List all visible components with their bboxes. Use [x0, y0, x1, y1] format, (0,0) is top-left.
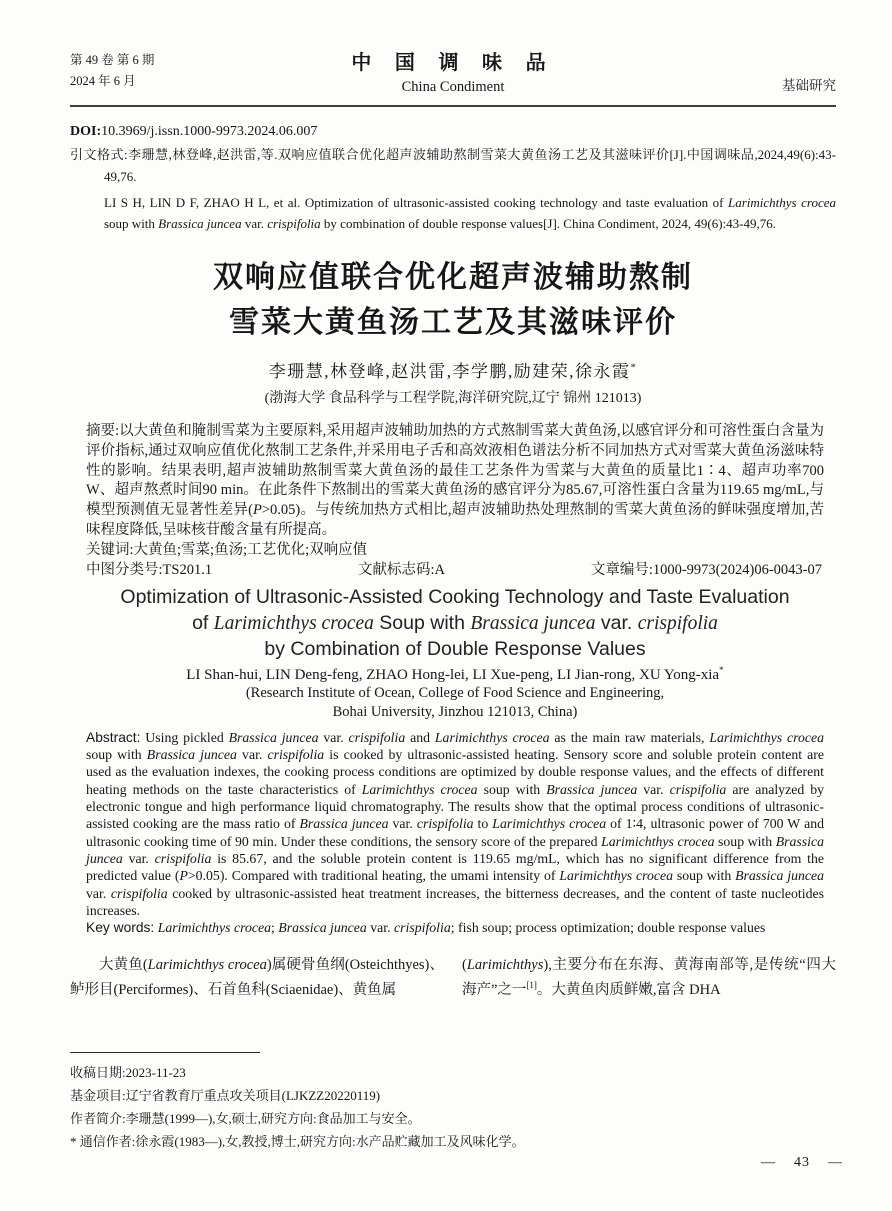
body-column-left: 大黄鱼(Larimichthys crocea)属硬骨鱼纲(Osteichthyes)、鲈形目(Perciformes)、石首鱼科(Sciaenidae)、黄鱼属 — [70, 957, 444, 998]
article-title-en-line2: of Larimichthys crocea Soup with Brassica juncea var. crispifolia — [192, 612, 718, 635]
header-rule — [70, 105, 836, 107]
authors-cn: 李珊慧,林登峰,赵洪雷,李学鹏,励建荣,徐永霞* — [268, 362, 638, 382]
footnote-author-bio: 作者简介:李珊慧(1999—),女,硕士,研究方向:食品加工与安全。 — [70, 1110, 421, 1126]
article-title-cn — [70, 255, 836, 345]
keywords-en-label: Key words: — [86, 920, 155, 936]
abstract-en — [86, 729, 824, 919]
doi-value: 10.3969/j.issn.1000-9973.2024.06.007 — [101, 124, 318, 139]
body-columns — [70, 953, 836, 1002]
footnote-corresponding-author: * 通信作者:徐永霞(1983—),女,教授,博士,研究方向:水产品贮藏加工及风味化学。 — [70, 1133, 525, 1149]
keywords-cn-label: 关键词: — [86, 541, 134, 558]
article-title-en-line1: Optimization of Ultrasonic-Assisted Cooking Technology and Taste Evaluation — [120, 586, 790, 609]
article-title-en — [86, 585, 824, 663]
page-number-left-dash: — — [761, 1155, 776, 1170]
doi-label: DOI: — [70, 124, 102, 139]
journal-header — [70, 46, 836, 96]
footnote-fund-project: 基金项目:辽宁省教育厅重点攻关项目(LJKZZ20220119) — [70, 1087, 381, 1103]
abstract-cn — [86, 422, 824, 540]
citation-cn — [70, 144, 836, 188]
affiliation-en — [86, 684, 824, 722]
citation-label: 引文格式: — [70, 147, 128, 162]
section-label: 基础研究 — [782, 78, 836, 93]
keywords-en-value: Larimichthys crocea; Brassica juncea var. crispifolia; fish soup; process optimization; double response values — [157, 920, 766, 936]
doi-line — [70, 124, 836, 140]
journal-title-en: China Condiment — [401, 79, 505, 95]
journal-title-cn: 中 国 调 味 品 — [351, 52, 555, 74]
keywords-cn-value: 大黄鱼;雪菜;鱼汤;工艺优化;双响应值 — [133, 541, 368, 558]
abstract-block — [86, 422, 824, 937]
footnote-block — [70, 1052, 836, 1154]
journal-title-block — [230, 46, 676, 96]
footnote-received-date: 收稿日期:2023-11-23 — [70, 1064, 186, 1080]
keywords-en — [86, 919, 824, 937]
abstract-cn-label: 摘要: — [86, 423, 120, 440]
authors-en: LI Shan-hui, LIN Deng-feng, ZHAO Hong-lei, LI Xue-peng, LI Jian-rong, XU Yong-xia* — [186, 666, 724, 684]
page-number-value: 43 — [794, 1155, 810, 1170]
affiliation-en-line2: Bohai University, Jinzhou 121013, China) — [332, 703, 578, 720]
volume-issue: 第 49 卷 第 6 期 — [70, 52, 155, 67]
footnote-divider — [70, 1052, 260, 1053]
document-code: 文献标志码:A — [357, 562, 445, 579]
clc-number: 中图分类号:TS201.1 — [86, 562, 213, 579]
article-title-cn-line1: 双响应值联合优化超声波辅助熬制 — [213, 261, 693, 295]
article-title-en-line3: by Combination of Double Response Values — [264, 638, 646, 661]
clc-line — [86, 560, 824, 580]
body-column-right: (Larimichthys),主要分布在东海、黄海南部等,是传统“四大海产”之一[1]。大黄鱼肉质鲜嫩,富含 DHA — [462, 957, 836, 998]
affiliation-cn: (渤海大学 食品科学与工程学院,海洋研究院,辽宁 锦州 121013) — [264, 391, 642, 407]
page-number-right-dash: — — [828, 1155, 843, 1170]
page-number — [752, 1155, 852, 1171]
issue-info — [70, 50, 230, 93]
keywords-cn — [86, 541, 824, 561]
issue-date: 2024 年 6 月 — [70, 74, 136, 88]
abstract-en-text: Using pickled Brassica juncea var. crispifolia and Larimichthys crocea as the main raw materials, Larimichthys crocea soup with Brassica juncea var. crispifolia is cooked by ultrasonic-assisted heating. Sensory score and soluble protein content are used as the evaluation indexes, the cooking process conditions are optimized by double response values, and the effects of different heating methods on the taste characteristics of Larimichthys crocea soup with Brassica juncea var. crispifolia are analyzed by electronic tongue and high performance liquid chromatography. The results show that the optimal process conditions of ultrasonic-assisted cooking are the mass ratio of Brassica juncea var. crispifolia to Larimichthys crocea of 1∶4, ultrasonic power of 700 W and ultrasonic cooking time of 90 min. Under these conditions, the sensory score of the prepared Larimichthys crocea soup with Brassica juncea var. crispifolia is 85.67, and the soluble protein content is 119.65 mg/mL, which has no significant difference from the predicted value (P>0.05). Compared with traditional heating, the umami intensity of Larimichthys crocea soup with Brassica juncea var. crispifolia cooked by ultrasonic-assisted heat treatment increases, the bitterness decreases, and the content of taste nucleotides increases. — [86, 729, 825, 918]
article-title-cn-line2: 雪菜大黄鱼汤工艺及其滋味评价 — [229, 306, 677, 340]
citation-cn-text: 李珊慧,林登峰,赵洪雷,等.双响应值联合优化超声波辅助熬制雪菜大黄鱼汤工艺及其滋味评价[J].中国调味品,2024,49(6):43-49,76. — [104, 147, 836, 184]
article-id: 文章编号:1000-9973(2024)06-0043-07 — [590, 562, 822, 579]
abstract-cn-text: 以大黄鱼和腌制雪菜为主要原料,采用超声波辅助加热的方式熬制雪菜大黄鱼汤,以感官评分和可溶性蛋白含量为评价指标,通过双响应值优化熬制工艺条件,并采用电子舌和高效液相色谱法分析不同加热方式对雪菜大黄鱼汤滋味特性的影响。结果表明,超声波辅助熬制雪菜大黄鱼汤的最佳工艺条件为雪菜与大黄鱼的质量比1∶4、超声功率700 W、超声熬煮时间90 min。在此条件下熬制出的雪菜大黄鱼汤的感官评分为85.67,可溶性蛋白含量为119.65 mg/mL,与模型预测值无显著性差异(P>0.05)。与传统加热方式相比,超声波辅助热处理熬制的雪菜大黄鱼汤的鲜味强度增加,苦味程度降低,呈味核苷酸含量有所提高。 — [86, 423, 825, 538]
citation-en: LI S H, LIN D F, ZHAO H L, et al. Optimization of ultrasonic-assisted cooking technology and taste evaluation of Larimichthys crocea soup with Brassica juncea var. crispifolia by combination of double response values[J]. China Condiment, 2024, 49(6):43-49,76. — [104, 194, 836, 232]
abstract-en-label: Abstract: — [86, 729, 141, 745]
affiliation-en-line1: (Research Institute of Ocean, College of Food Science and Engineering, — [245, 685, 665, 702]
